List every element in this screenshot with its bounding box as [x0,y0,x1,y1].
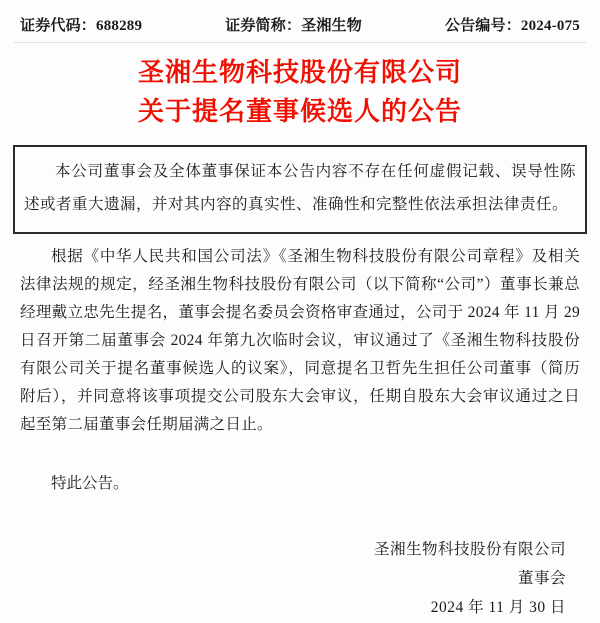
disclaimer-box [13,145,587,234]
announcement-title-line2: 关于提名董事候选人的公告 [137,96,462,126]
signature-company: 圣湘生物科技股份有限公司 [373,541,566,558]
disclaimer-text: 本公司董事会及全体董事保证本公告内容不存在任何虚假记载、误导性陈述或者重大遗漏，并对其内容的真实性、准确性和完整性依法承担法律责任。 [24,163,576,213]
signature-block [20,535,580,622]
securities-header-row [20,14,580,35]
stock-abbr: 证券简称：圣湘生物 [225,18,362,34]
stock-code: 证券代码：688289 [20,18,143,34]
signature-board: 董事会 [517,570,566,587]
announcement-number: 公告编号：2024-075 [444,18,580,34]
body-paragraph: 根据《中华人民共和国公司法》《圣湘生物科技股份有限公司章程》及相关法律法规的规定，经圣湘生物科技股份有限公司（以下简称“公司”）董事长兼总经理戴立忠先生提名，董事会提名委员会资格审查通过，公司于 2024 年 11 月 29 日召开第二届董事会 2024 年第九次临时会议，审议通过了《圣湘生物科技股份有限公司关于提名董事候选人的议案》，同意提名卫哲先生担任公司董事（简历附后），并同意将该事项提交公司股东大会审议，任期自股东大会审议通过之日起至第二届董事会任期届满之日止。 [20,248,580,433]
signature-date: 2024 年 11 月 30 日 [430,599,566,616]
header-divider [14,42,586,43]
closing-line: 特此公告。 [51,475,129,492]
announcement-title-line1: 圣湘生物科技股份有限公司 [137,57,462,87]
announcement-title [20,53,580,131]
